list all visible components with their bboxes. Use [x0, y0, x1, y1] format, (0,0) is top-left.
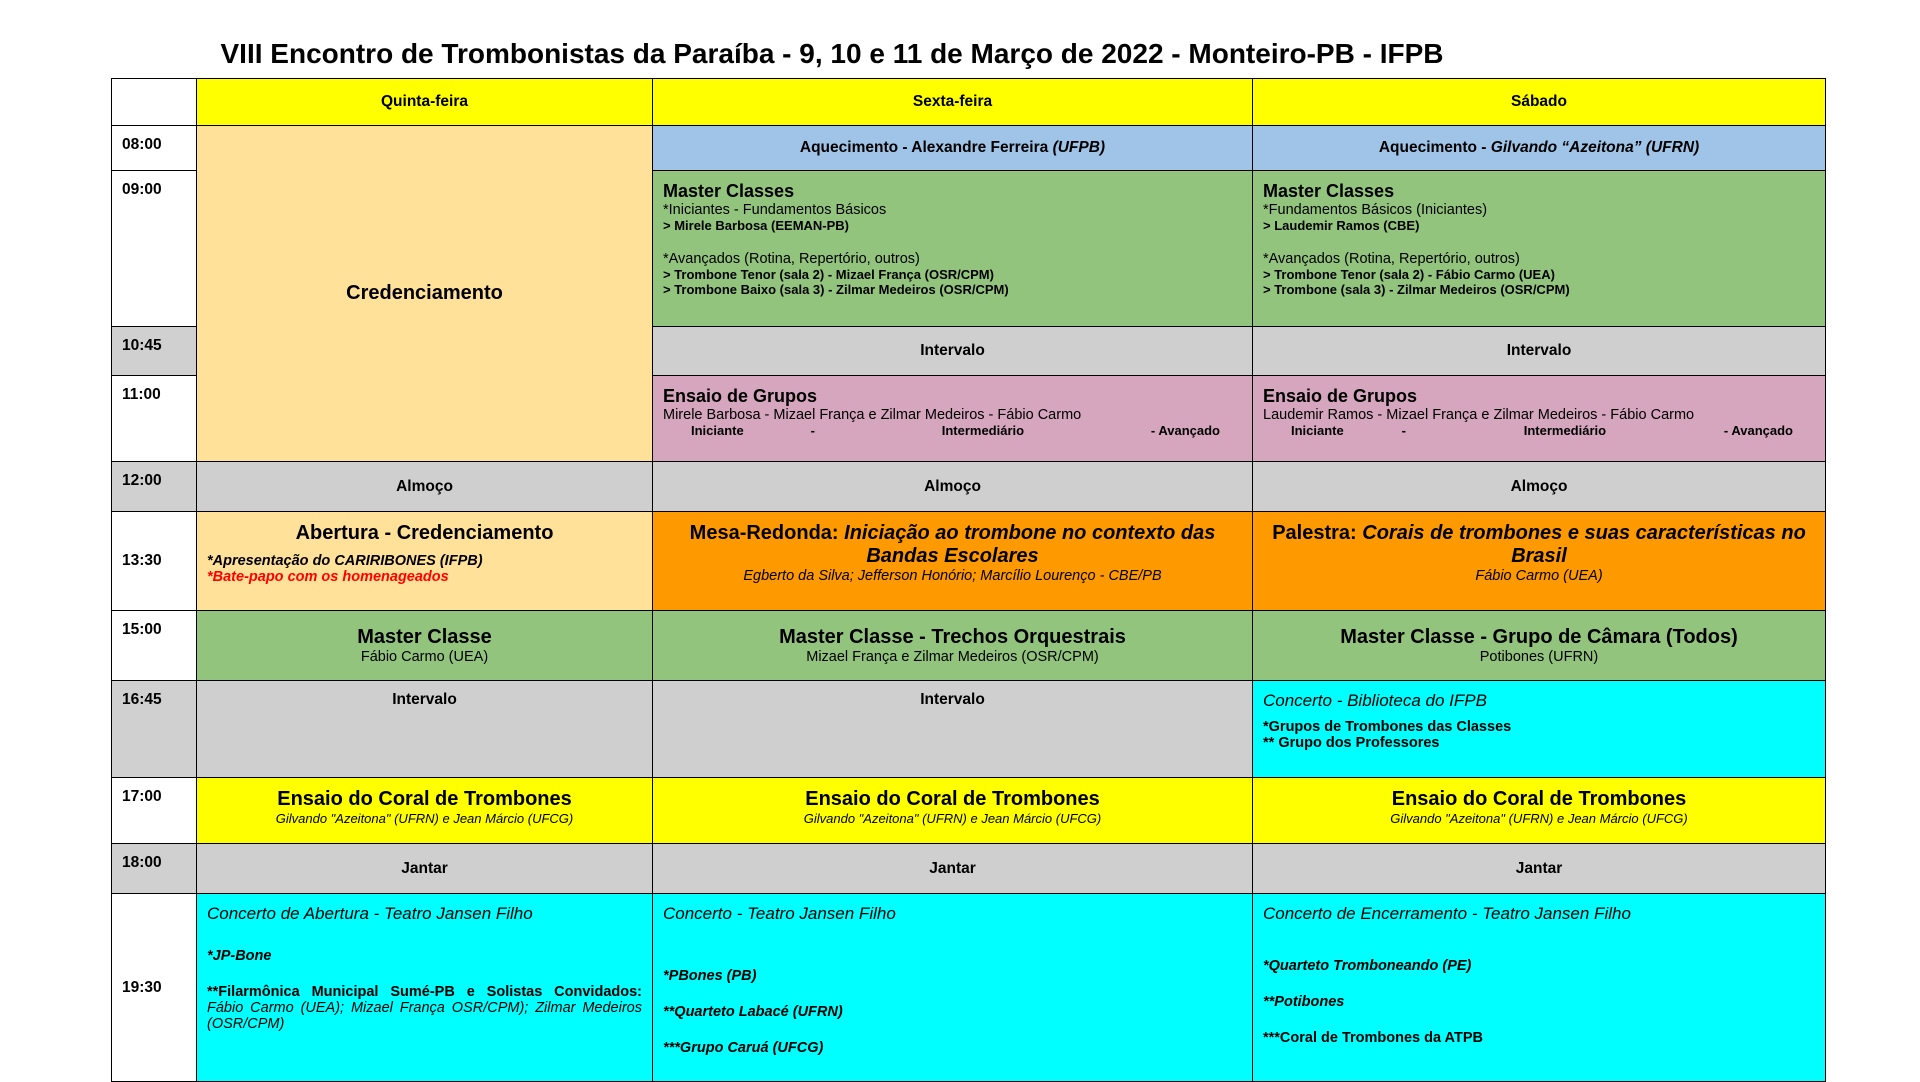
- sat-concerto-venue: Teatro Jansen Filho: [1482, 904, 1631, 923]
- fri-concerto-label: Concerto: [663, 904, 732, 923]
- thu-credenciamento: Credenciamento: [197, 126, 653, 462]
- sat-concerto-act: *Quarteto Tromboneando (PE): [1263, 958, 1472, 974]
- sat-concerto-act: **Potibones: [1263, 994, 1345, 1010]
- sat-ensaio-grupos: [1253, 376, 1826, 462]
- sat-mc-line: *Fundamentos Básicos (Iniciantes): [1263, 202, 1488, 218]
- time-cell: 16:45: [112, 681, 197, 778]
- thu-mc-title: Master Classe: [357, 626, 492, 648]
- table-row: [112, 778, 1826, 844]
- thu-concerto-venue: Teatro Jansen Filho: [384, 904, 533, 923]
- level-label: Intermediário: [941, 423, 1025, 438]
- sat-conc1-label: Concerto: [1263, 691, 1332, 710]
- table-row: [112, 894, 1826, 1082]
- level-separator: -: [810, 423, 815, 438]
- level-separator: -: [1401, 423, 1406, 438]
- thu-concerto-act-soloists: Fábio Carmo (UEA); Mizael França OSR/CPM); Zilmar Medeiros (OSR/CPM): [207, 1000, 642, 1032]
- sat-concerto-label: Concerto de Encerramento: [1263, 904, 1468, 923]
- fri-mc2-sub: Mizael França e Zilmar Medeiros (OSR/CPM): [806, 649, 1099, 665]
- time-cell: 13:30: [112, 512, 197, 611]
- fri-concerto-act: **Quarteto Labacé (UFRN): [663, 1004, 843, 1020]
- time-cell: 10:45: [112, 327, 197, 376]
- sat-mc2-sub: Potibones (UFRN): [1479, 649, 1599, 665]
- time-cell: 12:00: [112, 462, 197, 512]
- sat-palestra-speaker: Fábio Carmo (UEA): [1475, 568, 1603, 584]
- thu-intervalo: Intervalo: [197, 681, 653, 778]
- table-row: [112, 512, 1826, 611]
- sat-conc1-sep: -: [1331, 691, 1348, 710]
- fri-aquecimento-label: Aquecimento - Alexandre Ferreira: [799, 139, 1053, 156]
- fri-ensaio-grupos: [653, 376, 1253, 462]
- table-row: [112, 462, 1826, 512]
- sat-mc-line: > Trombone (sala 3) - Zilmar Medeiros (OSR/CPM): [1263, 282, 1570, 297]
- table-row: [112, 681, 1826, 778]
- level-label: Intermediário: [1523, 423, 1607, 438]
- thu-abertura-line: *Bate-papo com os homenageados: [207, 569, 449, 585]
- thu-concerto-act-title: **Filarmônica Municipal Sumé-PB e Solistas Convidados:: [207, 984, 642, 1000]
- thu-almoco: Almoço: [197, 462, 653, 512]
- level-label: - Avançado: [1723, 423, 1793, 438]
- fri-mc-line: > Trombone Tenor (sala 2) - Mizael França (OSR/CPM): [663, 267, 994, 282]
- fri-mc-line: > Trombone Baixo (sala 3) - Zilmar Medeiros (OSR/CPM): [663, 282, 1009, 297]
- thu-mc-sub: Fábio Carmo (UEA): [360, 649, 489, 665]
- time-cell: 08:00: [112, 126, 197, 171]
- table-row: [112, 611, 1826, 681]
- sat-coral: [1253, 778, 1826, 844]
- fri-ensaio-teachers: Mirele Barbosa - Mizael França e Zilmar Medeiros - Fábio Carmo: [663, 407, 1082, 423]
- time-cell: 11:00: [112, 376, 197, 462]
- fri-intervalo-2: Intervalo: [653, 681, 1253, 778]
- thu-master-classe: [197, 611, 653, 681]
- sat-mc-line: *Avançados (Rotina, Repertório, outros): [1263, 251, 1520, 267]
- fri-master-classes: [653, 171, 1253, 327]
- sat-palestra-topic: Corais de trombones e suas características no Brasil: [1362, 522, 1806, 567]
- page-title: VIII Encontro de Trombonistas da Paraíba - 9, 10 e 11 de Março de 2022 - Monteiro-PB - IFPB: [220, 38, 1444, 69]
- sat-conc1-line: *Grupos de Trombones das Classes: [1263, 719, 1512, 735]
- sat-mc-line: > Laudemir Ramos (CBE): [1263, 218, 1420, 233]
- fri-master-classe: [653, 611, 1253, 681]
- sat-concerto-act: ***Coral de Trombones da ATPB: [1263, 1030, 1483, 1046]
- sat-coral-title: Ensaio do Coral de Trombones: [1391, 788, 1687, 810]
- thu-concerto-label: Concerto de Abertura: [207, 904, 369, 923]
- level-label: Iniciante: [1291, 423, 1344, 438]
- level-label: Iniciante: [691, 423, 744, 438]
- schedule-table: [111, 78, 1826, 1082]
- sat-mc-title: Master Classes: [1263, 181, 1395, 201]
- fri-concerto-act: *PBones (PB): [663, 968, 757, 984]
- thu-concerto: [197, 894, 653, 1082]
- sat-aquecimento-org: Gilvando “Azeitona” (UFRN): [1490, 139, 1700, 156]
- fri-mc-line: *Avançados (Rotina, Repertório, outros): [663, 251, 920, 267]
- fri-coral-sub: Gilvando "Azeitona" (UFRN) e Jean Márcio (UFCG): [803, 811, 1102, 826]
- fri-coral: [653, 778, 1253, 844]
- sat-palestra: [1253, 512, 1826, 611]
- fri-concerto-venue: Teatro Jansen Filho: [747, 904, 896, 923]
- thu-coral: [197, 778, 653, 844]
- sat-intervalo: Intervalo: [1253, 327, 1826, 376]
- thu-concerto-act: [207, 984, 642, 1032]
- fri-coral-title: Ensaio do Coral de Trombones: [805, 788, 1100, 810]
- day-header-friday: Sexta-feira: [653, 79, 1253, 126]
- sat-coral-sub: Gilvando "Azeitona" (UFRN) e Jean Márcio (UFCG): [1390, 811, 1688, 826]
- thu-abertura-title: Abertura - Credenciamento: [295, 522, 554, 544]
- sat-master-classe: [1253, 611, 1826, 681]
- time-cell: 09:00: [112, 171, 197, 327]
- thu-concerto-act: *JP-Bone: [207, 948, 272, 964]
- time-cell: 19:30: [112, 894, 197, 1082]
- sat-aquecimento: [1253, 126, 1826, 171]
- table-row: [112, 126, 1826, 171]
- day-header-thursday: Quinta-feira: [197, 79, 653, 126]
- thu-jantar: Jantar: [197, 844, 653, 894]
- sat-master-classes: [1253, 171, 1826, 327]
- corner-cell: [112, 79, 197, 126]
- level-label: - Avançado: [1150, 423, 1220, 438]
- fri-levels: [663, 423, 1242, 438]
- sat-levels: [1263, 423, 1815, 438]
- fri-mc-line: *Iniciantes - Fundamentos Básicos: [663, 202, 887, 218]
- sat-aquecimento-label: Aquecimento -: [1378, 139, 1491, 156]
- table-header-row: [112, 79, 1826, 126]
- sat-ensaio-title: Ensaio de Grupos: [1263, 386, 1418, 406]
- sat-concerto-sep: -: [1467, 904, 1483, 923]
- fri-concerto-sep: -: [731, 904, 748, 923]
- table-row: [112, 844, 1826, 894]
- time-cell: 15:00: [112, 611, 197, 681]
- fri-aquecimento-org: (UFPB): [1052, 139, 1106, 156]
- sat-concerto: [1253, 894, 1826, 1082]
- thu-concerto-sep: -: [368, 904, 385, 923]
- sat-ensaio-teachers: Laudemir Ramos - Mizael França e Zilmar Medeiros - Fábio Carmo: [1263, 407, 1695, 423]
- time-cell: 17:00: [112, 778, 197, 844]
- sat-almoco: Almoço: [1253, 462, 1826, 512]
- fri-mc2-title: Master Classe - Trechos Orquestrais: [779, 626, 1126, 648]
- sat-mc-line: > Trombone Tenor (sala 2) - Fábio Carmo (UEA): [1263, 267, 1555, 282]
- fri-aquecimento: [653, 126, 1253, 171]
- thu-coral-title: Ensaio do Coral de Trombones: [277, 788, 572, 810]
- fri-ensaio-title: Ensaio de Grupos: [663, 386, 818, 406]
- sat-mc2-title: Master Classe - Grupo de Câmara (Todos): [1340, 626, 1738, 648]
- sat-concerto-biblioteca: [1253, 681, 1826, 778]
- fri-almoco: Almoço: [653, 462, 1253, 512]
- fri-mc-title: Master Classes: [663, 181, 795, 201]
- fri-intervalo: Intervalo: [653, 327, 1253, 376]
- thu-abertura: [197, 512, 653, 611]
- fri-mesa-label: Mesa-Redonda:: [689, 522, 845, 544]
- fri-jantar: Jantar: [653, 844, 1253, 894]
- fri-mesa-topic: Iniciação ao trombone no contexto das Bandas Escolares: [844, 522, 1216, 567]
- fri-mesa-speakers: Egberto da Silva; Jefferson Honório; Marcílio Lourenço - CBE/PB: [743, 568, 1162, 584]
- day-header-saturday: Sábado: [1253, 79, 1826, 126]
- fri-mesa-redonda: [653, 512, 1253, 611]
- time-cell: 18:00: [112, 844, 197, 894]
- thu-abertura-line: *Apresentação do CARIRIBONES (IFPB): [207, 553, 483, 569]
- sat-conc1-venue: Biblioteca do IFPB: [1347, 691, 1487, 710]
- fri-concerto-act: ***Grupo Caruá (UFCG): [663, 1040, 824, 1056]
- sat-jantar: Jantar: [1253, 844, 1826, 894]
- fri-mc-line: > Mirele Barbosa (EEMAN-PB): [663, 218, 850, 233]
- thu-coral-sub: Gilvando "Azeitona" (UFRN) e Jean Márcio (UFCG): [275, 811, 574, 826]
- fri-concerto: [653, 894, 1253, 1082]
- sat-palestra-label: Palestra:: [1272, 522, 1363, 544]
- sat-conc1-line: ** Grupo dos Professores: [1263, 735, 1440, 751]
